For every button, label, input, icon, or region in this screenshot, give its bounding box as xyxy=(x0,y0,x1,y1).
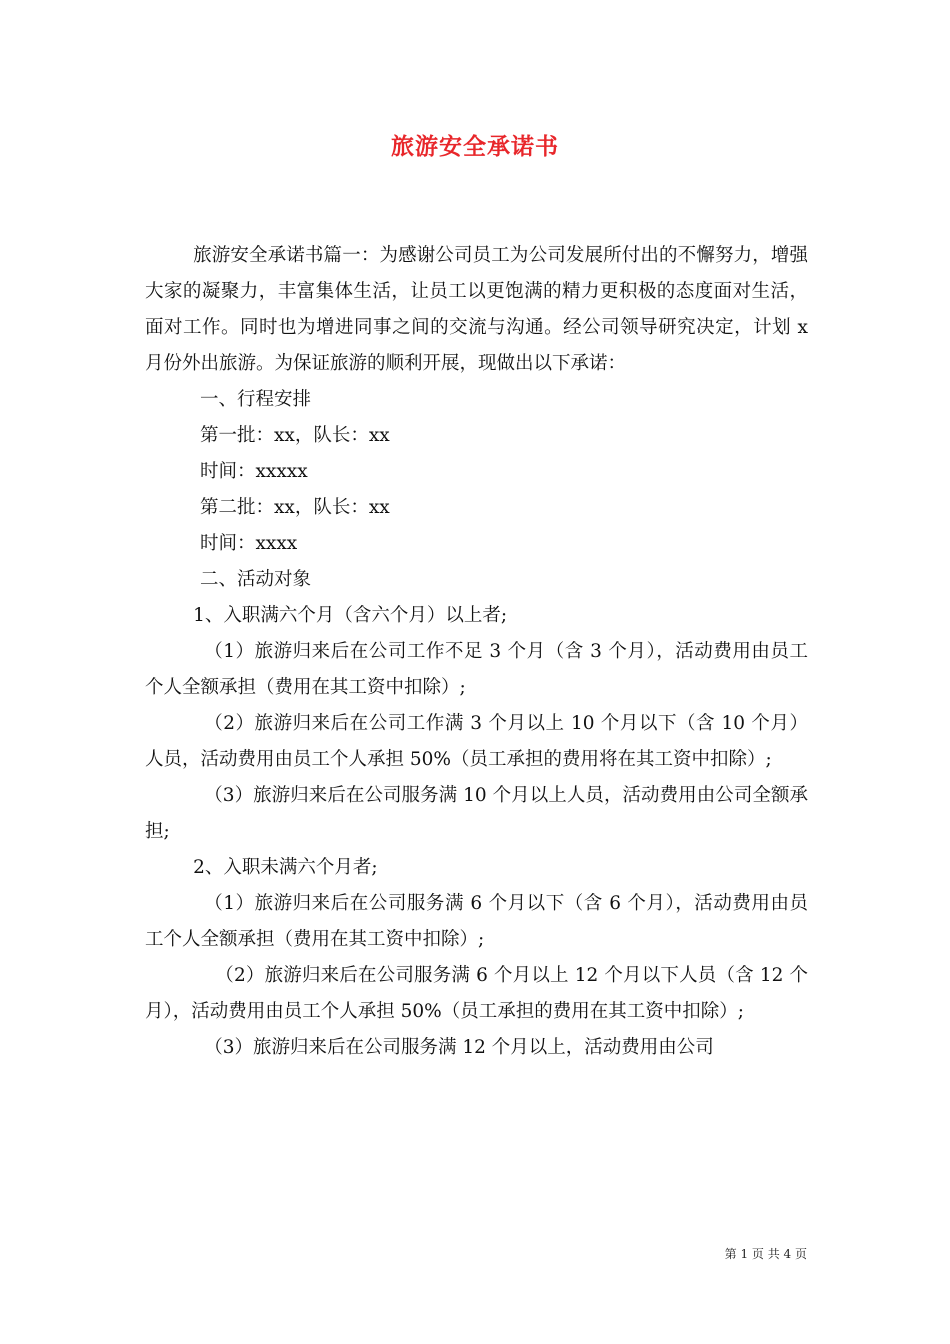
section-heading-participants: 二、活动对象 xyxy=(200,569,312,590)
participant-group-one: 1、入职满六个月（含六个月）以上者; xyxy=(193,605,508,626)
section-heading-itinerary: 一、行程安排 xyxy=(200,389,312,410)
page-number-footer: 第 1 页 共 4 页 xyxy=(724,1247,807,1261)
group-one-clause-1: （1）旅游归来后在公司工作不足 3 个月（含 3 个月），活动费用由员工个人全额承担（费用在其工资中扣除）; xyxy=(145,641,808,698)
group-one-clause-3: （3）旅游归来后在公司服务满 10 个月以上人员，活动费用由公司全额承担; xyxy=(145,785,808,842)
intro-paragraph: 旅游安全承诺书篇一：为感谢公司员工为公司发展所付出的不懈努力，增强大家的凝聚力，丰富集体生活，让员工以更饱满的精力更积极的态度面对生活，面对工作。同时也为增进同事之间的交流与沟通。经公司领导研究决定，计划 x 月份外出旅游。为保证旅游的顺利开展，现做出以下承诺： xyxy=(145,245,808,374)
group-two-clause-3: （3）旅游归来后在公司服务满 12 个月以上，活动费用由公司 xyxy=(204,1037,714,1058)
document-body xyxy=(145,238,808,1066)
document-title: 旅游安全承诺书 xyxy=(391,133,559,160)
group-two-clause-2: （2）旅游归来后在公司服务满 6 个月以上 12 个月以下人员（含 12 个月），活动费用由员工个人承担 50%（员工承担的费用在其工资中扣除）; xyxy=(145,965,808,1022)
group-one-clause-2: （2）旅游归来后在公司工作满 3 个月以上 10 个月以下（含 10 个月）人员，活动费用由员工个人承担 50%（员工承担的费用将在其工资中扣除）; xyxy=(145,713,808,770)
group-two-clause-1: （1）旅游归来后在公司服务满 6 个月以下（含 6 个月），活动费用由员工个人全额承担（费用在其工资中扣除）; xyxy=(145,893,808,950)
batch-two-line: 第二批：xx，队长：xx xyxy=(200,497,390,518)
batch-two-time: 时间：xxxx xyxy=(200,533,298,554)
batch-one-time: 时间：xxxxx xyxy=(200,461,308,482)
participant-group-two: 2、入职未满六个月者; xyxy=(193,857,378,878)
batch-one-line: 第一批：xx，队长：xx xyxy=(200,425,390,446)
